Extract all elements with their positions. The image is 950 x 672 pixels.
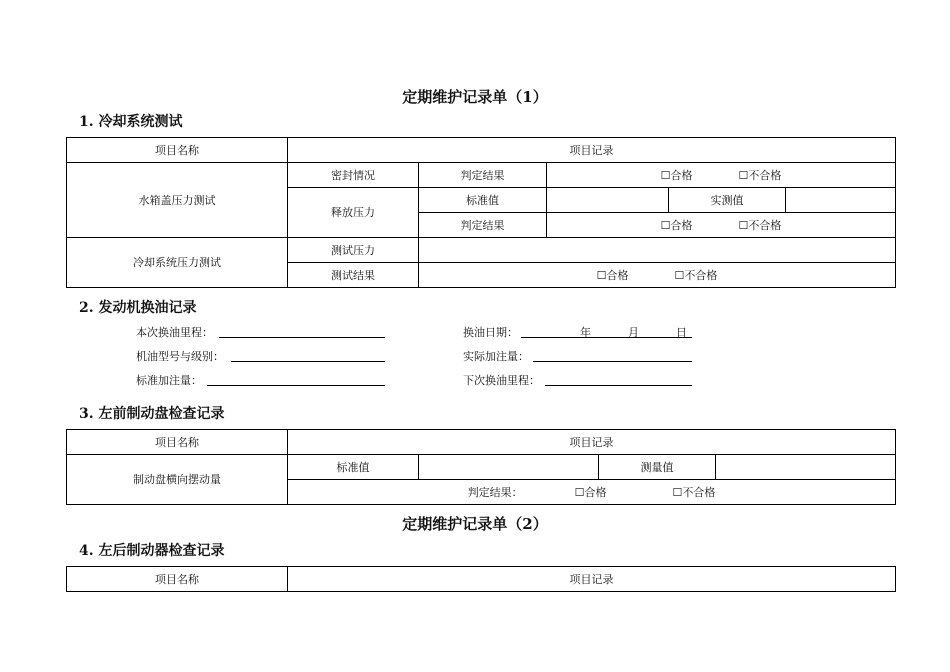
item-cooling-system-pressure-test: 冷却系统压力测试 xyxy=(67,238,288,288)
item-brake-disc-runout: 制动盘横向摆动量 xyxy=(67,455,288,505)
brake-disc-table xyxy=(66,429,896,505)
section-3-heading: 3. 左前制动盘检查记录 xyxy=(79,406,225,422)
standard-fill-amount-field[interactable] xyxy=(207,385,385,386)
form-title-2: 定期维护记录单（2） xyxy=(402,515,548,533)
checkbox-fail[interactable]: ☐不合格 xyxy=(738,218,782,232)
actual-fill-amount-field[interactable] xyxy=(533,361,692,362)
col-header-item-name: 项目名称 xyxy=(67,430,288,455)
form-title-1: 定期维护记录单（1） xyxy=(402,88,548,106)
rear-brake-table xyxy=(66,566,896,592)
standard-value-field[interactable] xyxy=(419,455,599,480)
brake-judge-cell xyxy=(288,480,896,505)
label-judge-result: 判定结果 xyxy=(419,163,547,188)
label-next-oil-mileage: 下次换油里程： xyxy=(463,374,540,387)
section-1-heading: 1. 冷却系统测试 xyxy=(79,114,183,130)
label-standard-value: 标准值 xyxy=(419,188,547,213)
release-judge-cell xyxy=(547,213,896,238)
label-seal-condition: 密封情况 xyxy=(288,163,419,188)
current-oil-mileage-field[interactable] xyxy=(219,337,385,338)
col-header-item-name: 项目名称 xyxy=(67,567,288,592)
standard-value-field[interactable] xyxy=(547,188,669,213)
checkbox-fail[interactable]: ☐不合格 xyxy=(738,168,782,182)
date-month-label: 月 xyxy=(628,326,639,339)
next-oil-mileage-field[interactable] xyxy=(545,385,692,386)
checkbox-fail[interactable]: ☐不合格 xyxy=(674,268,718,282)
label-oil-change-date: 换油日期： xyxy=(463,326,518,339)
section-4-heading: 4. 左后制动器检查记录 xyxy=(79,543,225,559)
col-header-item-record: 项目记录 xyxy=(288,138,896,163)
label-oil-type-grade: 机油型号与级别： xyxy=(136,350,224,363)
test-result-cell xyxy=(419,263,896,288)
section-2-heading: 2. 发动机换油记录 xyxy=(79,300,197,316)
test-pressure-field[interactable] xyxy=(419,238,896,263)
label-actual-fill-amount: 实际加注量： xyxy=(463,350,529,363)
date-year-label: 年 xyxy=(580,326,591,339)
cooling-system-table xyxy=(66,137,896,288)
label-measured-value: 实测值 xyxy=(669,188,786,213)
label-judge-result: 判定结果： xyxy=(467,485,523,499)
label-current-oil-mileage: 本次换油里程： xyxy=(136,326,213,339)
date-day-label: 日 xyxy=(676,326,687,339)
col-header-item-record: 项目记录 xyxy=(288,430,896,455)
col-header-item-name: 项目名称 xyxy=(67,138,288,163)
measured-value-field[interactable] xyxy=(786,188,896,213)
item-radiator-cap-test: 水箱盖压力测试 xyxy=(67,163,288,238)
label-measured-value: 测量值 xyxy=(599,455,716,480)
checkbox-fail[interactable]: ☐不合格 xyxy=(672,485,716,499)
checkbox-pass[interactable]: ☐合格 xyxy=(574,485,607,499)
oil-type-grade-field[interactable] xyxy=(231,361,385,362)
label-test-pressure: 测试压力 xyxy=(288,238,419,263)
oil-change-date-field[interactable] xyxy=(521,337,692,338)
checkbox-pass[interactable]: ☐合格 xyxy=(660,218,693,232)
col-header-item-record: 项目记录 xyxy=(288,567,896,592)
label-test-result: 测试结果 xyxy=(288,263,419,288)
checkbox-pass[interactable]: ☐合格 xyxy=(660,168,693,182)
label-standard-fill-amount: 标准加注量： xyxy=(136,374,202,387)
checkbox-pass[interactable]: ☐合格 xyxy=(596,268,629,282)
label-release-pressure: 释放压力 xyxy=(288,188,419,238)
seal-judge-cell xyxy=(547,163,896,188)
label-standard-value: 标准值 xyxy=(288,455,419,480)
label-judge-result: 判定结果 xyxy=(419,213,547,238)
measured-value-field[interactable] xyxy=(716,455,896,480)
